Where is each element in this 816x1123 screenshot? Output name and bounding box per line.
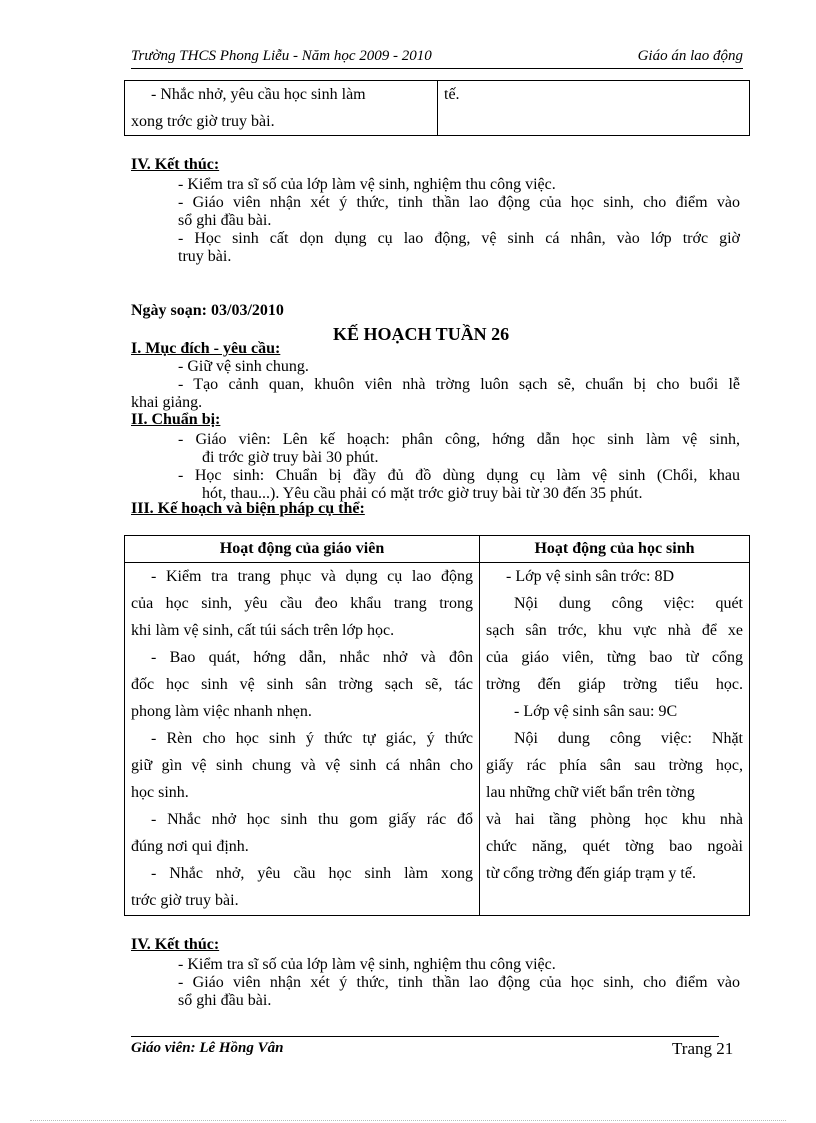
- list-item: sổ ghi đầu bài.: [178, 212, 272, 229]
- table-line: đốc học sinh vệ sinh sân trờng sạch sẽ, tác: [131, 676, 473, 693]
- table-line: Nội dung công việc: Nhặt: [514, 730, 743, 747]
- ending1-heading: IV. Kết thúc:: [131, 156, 220, 173]
- ending2-list: [178, 956, 740, 1010]
- table-line: trớc giờ truy bài.: [131, 892, 239, 909]
- section2-list: [178, 431, 740, 503]
- footer-teacher: Giáo viên: Lê Hồng Vân: [131, 1040, 284, 1056]
- list-item: - Giáo viên: Lên kế hoạch: phân công, hớng dẫn học sinh làm vệ sinh,: [178, 431, 740, 448]
- list-item: - Giáo viên nhận xét ý thức, tinh thần lao động của học sinh, cho điểm vào: [178, 974, 740, 991]
- table-line: sạch sân trớc, khu vực nhà để xe: [486, 622, 743, 639]
- table-line: trờng đến giáp trờng tiểu học.: [486, 676, 743, 693]
- list-item: - Giáo viên nhận xét ý thức, tinh thần lao động của học sinh, cho điểm vào: [178, 194, 740, 211]
- table-line: của giáo viên, từng bao từ cổng: [486, 649, 743, 666]
- ending1-list: [178, 176, 740, 266]
- table-line: - Lớp vệ sinh sân sau: 9C: [514, 703, 678, 720]
- header-teacher: Hoạt động của giáo viên: [125, 536, 480, 563]
- list-item: - Học sinh: Chuẩn bị đầy đủ đồ dùng dụng cụ làm vệ sinh (Chổi, khau: [178, 467, 740, 484]
- footer-divider: [131, 1036, 719, 1037]
- list-item: hót, thau...). Yêu cầu phải có mặt trớc giờ truy bài từ 30 đến 35 phút.: [202, 485, 643, 502]
- table-line: đúng nơi qui định.: [131, 838, 249, 855]
- header-divider: [131, 68, 743, 69]
- table-line: chức năng, quét tờng bao ngoài: [486, 838, 743, 855]
- header-school: Trường THCS Phong Liễu - Năm học 2009 - 2010: [131, 48, 432, 64]
- list-item: khai giảng.: [131, 394, 203, 411]
- list-item: - Học sinh cất dọn dụng cụ lao động, vệ sinh cá nhân, vào lớp trớc giờ: [178, 230, 740, 247]
- table-line: - Rèn cho học sinh ý thức tự giác, ý thức: [151, 730, 473, 747]
- table-line: xong trớc giờ truy bài.: [131, 113, 275, 130]
- table-line: phong làm việc nhanh nhẹn.: [131, 703, 312, 720]
- header-subject: Giáo án lao động: [637, 48, 743, 64]
- table-line: - Nhắc nhở, yêu cầu học sinh làm xong: [151, 865, 473, 882]
- table-line: - Bao quát, hớng dẫn, nhắc nhở và đôn: [151, 649, 473, 666]
- top-table: [124, 80, 750, 136]
- top-table-left: [125, 81, 438, 136]
- table-line: học sinh.: [131, 784, 189, 801]
- table-line: - Kiểm tra trang phục và dụng cụ lao động: [151, 568, 473, 585]
- section1-heading: I. Mục đích - yêu cầu:: [131, 340, 281, 357]
- section1-list: [131, 358, 740, 412]
- section2-heading: II. Chuẩn bị:: [131, 411, 221, 428]
- table-line: từ cổng trờng đến giáp trạm y tế.: [486, 865, 696, 882]
- table-line: của học sinh, yêu cầu đeo khẩu trang trong: [131, 595, 473, 612]
- list-item: - Tạo cảnh quan, khuôn viên nhà trờng luôn sạch sẽ, chuẩn bị cho buổi lễ: [178, 376, 740, 393]
- teacher-cell: [125, 563, 480, 916]
- table-line: giấy rác phía sân sau trờng học,: [486, 757, 743, 774]
- date-prepared: Ngày soạn: 03/03/2010: [131, 302, 284, 319]
- student-cell: [480, 563, 750, 916]
- table-line: tế.: [444, 86, 460, 103]
- list-item: - Kiểm tra sĩ số của lớp làm vệ sinh, nghiệm thu công việc.: [178, 956, 556, 973]
- list-item: đi trớc giờ truy bài 30 phút.: [202, 449, 379, 466]
- table-line: khi làm vệ sinh, cất túi sách trên lớp học.: [131, 622, 395, 639]
- table-line: giữ gìn vệ sinh chung và vệ sinh cá nhân cho: [131, 757, 473, 774]
- list-item: - Kiểm tra sĩ số của lớp làm vệ sinh, nghiệm thu công việc.: [178, 176, 556, 193]
- list-item: sổ ghi đầu bài.: [178, 992, 272, 1009]
- page-title: KẾ HOẠCH TUẦN 26: [333, 324, 510, 344]
- table-line: lau những chữ viết bẩn trên tờng: [486, 784, 695, 801]
- table-line: Nội dung công việc: quét: [514, 595, 743, 612]
- list-item: - Giữ vệ sinh chung.: [178, 358, 309, 375]
- page-bottom-border: [30, 1120, 786, 1121]
- activity-table: [124, 535, 750, 916]
- ending2-heading: IV. Kết thúc:: [131, 936, 220, 953]
- table-line: - Lớp vệ sinh sân trớc: 8D: [506, 568, 674, 585]
- top-table-right: [438, 81, 750, 136]
- table-line: - Nhắc nhở học sinh thu gom giấy rác đổ: [151, 811, 473, 828]
- table-line: - Nhắc nhở, yêu cầu học sinh làm: [151, 86, 366, 103]
- list-item: truy bài.: [178, 248, 232, 265]
- header-student: Hoạt động của học sinh: [480, 536, 750, 563]
- section3-heading: III. Kế hoạch và biện pháp cụ thể:: [131, 500, 365, 517]
- table-line: và hai tầng phòng học khu nhà: [486, 811, 743, 828]
- page-number: Trang 21: [672, 1039, 734, 1058]
